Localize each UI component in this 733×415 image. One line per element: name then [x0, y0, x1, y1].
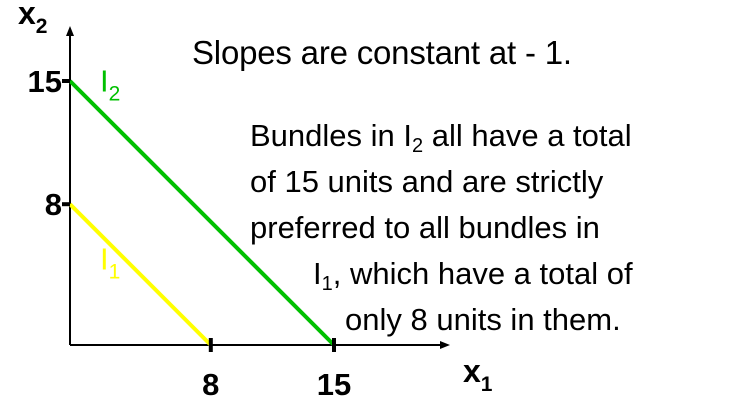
- y-tick-label-15: 15: [27, 64, 62, 99]
- series-label-sub: 1: [108, 260, 121, 284]
- series-label-i2: [100, 64, 120, 106]
- x-axis-arrowhead: [440, 341, 450, 349]
- note-line-4: [313, 256, 633, 295]
- note-line-1-post: all have a total: [423, 118, 632, 153]
- note-line-5: only 8 units in them.: [345, 302, 621, 337]
- series-label-i1: [100, 241, 120, 283]
- x-axis-label-base: x: [463, 353, 481, 389]
- note-line-1: [250, 118, 632, 157]
- series-label-base: I: [100, 241, 109, 277]
- x-axis-label-sub: 1: [480, 373, 493, 396]
- note-line-4-pre: I: [313, 256, 322, 291]
- y-axis-label-base: x: [18, 0, 36, 31]
- series-line-i1: [70, 204, 211, 345]
- y-axis-label-sub: 2: [35, 15, 48, 38]
- x-axis-label: [463, 353, 493, 396]
- x-tick-label-15: 15: [316, 367, 352, 402]
- y-axis-arrowhead: [66, 26, 74, 36]
- note-line-4-sub: 1: [321, 273, 333, 295]
- series-label-base: I: [100, 63, 109, 99]
- note-line-1-pre: Bundles in I: [250, 118, 412, 153]
- y-tick-label-8: 8: [44, 187, 62, 223]
- note-line-2: of 15 units and are strictly: [250, 164, 604, 199]
- series-label-sub: 2: [108, 82, 121, 106]
- note-line-4-post: , which have a total of: [332, 256, 633, 291]
- note-line-3: preferred to all bundles in: [250, 210, 600, 245]
- chart-title: Slopes are constant at - 1.: [192, 34, 572, 71]
- y-axis-label: [18, 0, 47, 38]
- note-line-1-sub: 2: [412, 135, 424, 157]
- x-tick-label-8: 8: [202, 367, 220, 402]
